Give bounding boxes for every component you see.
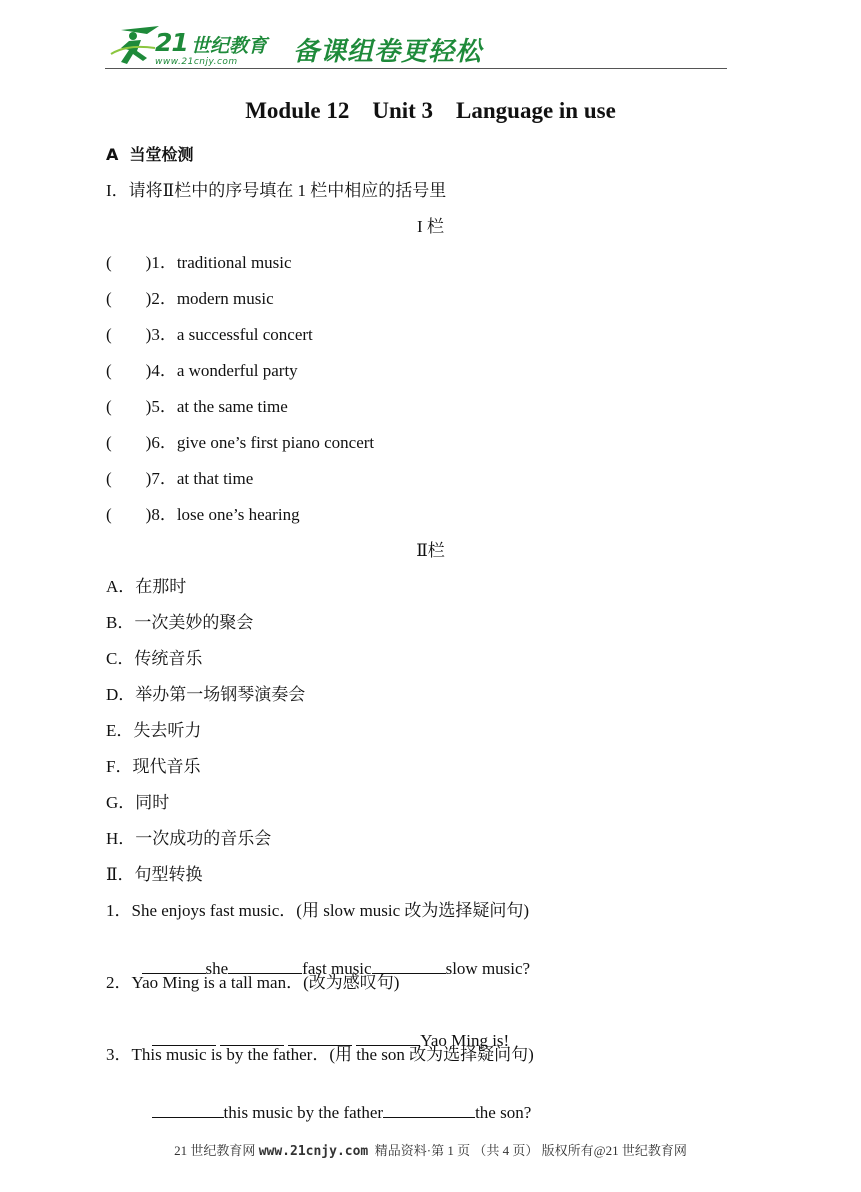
part1-instruction: I．请将Ⅱ栏中的序号填在 1 栏中相应的括号里: [106, 181, 447, 200]
column2-item: C．传统音乐: [106, 649, 203, 668]
q1-word: slow music?: [445, 959, 531, 978]
column2-item: E．失去听力: [106, 721, 202, 740]
header-divider: [105, 68, 727, 69]
answer-blank[interactable]: [356, 1029, 420, 1046]
q2-word: Yao Ming is!: [420, 1031, 510, 1050]
column2-item: H．一次成功的音乐会: [106, 829, 272, 848]
column2-item: G．同时: [106, 793, 170, 812]
q1-word: fast music: [302, 959, 372, 978]
question-2-prompt: 2．Yao Ming is a tall man．(改为感叹句): [106, 973, 400, 992]
answer-blank[interactable]: [142, 957, 206, 974]
page-title: Module 12 Unit 3 Language in use: [245, 98, 616, 123]
answer-blank[interactable]: [288, 1029, 352, 1046]
column1-heading: I 栏: [417, 217, 444, 236]
header-banner: [105, 22, 727, 72]
footer-suffix: 精品资料·第 1 页 （共 4 页） 版权所有@21 世纪教育网: [368, 1143, 687, 1158]
column1-item: ( )6．give one’s first piano concert: [106, 433, 375, 452]
q3-word: the son?: [475, 1103, 532, 1122]
column1-item: ( )5．at the same time: [106, 397, 288, 416]
part2-heading: Ⅱ．句型转换: [106, 865, 203, 884]
column2-item: D．举办第一场钢琴演奏会: [106, 685, 306, 704]
column1-item: ( )7．at that time: [106, 469, 254, 488]
column1-item: ( )1．traditional music: [106, 253, 292, 272]
footer-site-link[interactable]: www.21cnjy.com: [258, 1144, 369, 1159]
question-3-prompt: 3．This music is by the father．(用 the son 改为选择疑问句): [106, 1045, 534, 1064]
question-3-answer-line: [143, 1081, 531, 1123]
q1-word: she: [205, 959, 229, 978]
question-1-prompt: 1．She enjoys fast music．(用 slow music 改为选择疑问句): [106, 901, 530, 920]
column2-item: F．现代音乐: [106, 757, 201, 776]
column1-item: ( )8．lose one’s hearing: [106, 505, 300, 524]
page-footer: [0, 1140, 861, 1159]
answer-blank[interactable]: [152, 1101, 224, 1118]
header-slogan: 备课组卷更轻松: [293, 37, 483, 67]
logo-name: 世纪教育: [191, 35, 268, 57]
column1-item: ( )4．a wonderful party: [106, 361, 298, 380]
column2-item: A．在那时: [106, 577, 187, 596]
logo-url: www.21cnjy.com: [155, 57, 238, 67]
column2-item: B．一次美妙的聚会: [106, 613, 254, 632]
column1-item: ( )3．a successful concert: [106, 325, 313, 344]
answer-blank[interactable]: [383, 1101, 475, 1118]
column2-heading: Ⅱ栏: [416, 541, 445, 560]
column1-item: ( )2．modern music: [106, 289, 274, 308]
q3-word: this music by the father: [223, 1103, 384, 1122]
answer-blank[interactable]: [152, 1029, 216, 1046]
answer-blank[interactable]: [228, 957, 302, 974]
footer-prefix: 21 世纪教育网: [174, 1143, 259, 1158]
section-a-heading: A 当堂检测: [106, 145, 194, 164]
logo-number: 21: [155, 28, 188, 57]
answer-blank[interactable]: [220, 1029, 284, 1046]
answer-blank[interactable]: [372, 957, 446, 974]
